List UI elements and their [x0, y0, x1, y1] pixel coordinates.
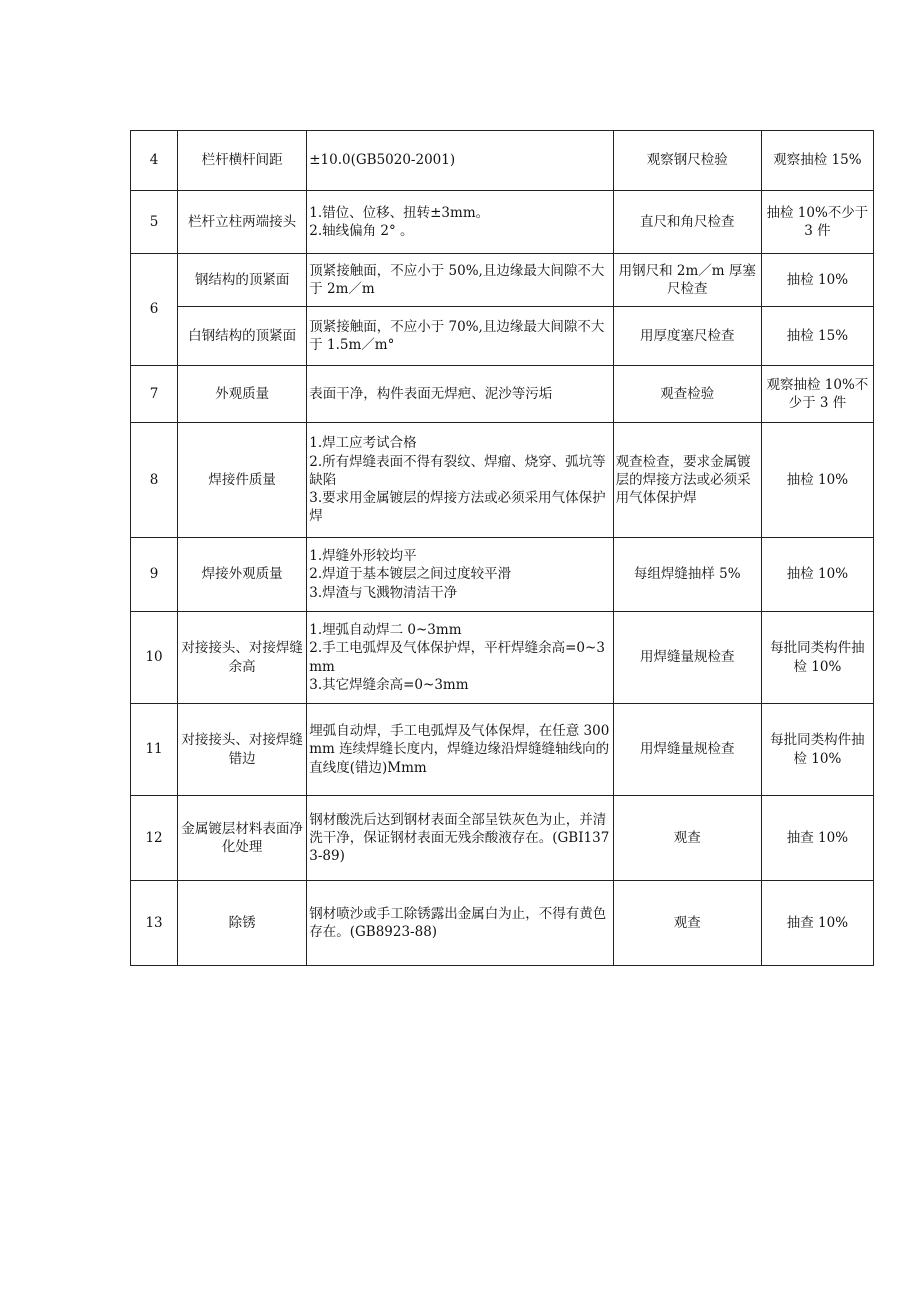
requirement-line: 2.手工电弧焊及气体保护焊，平杆焊缝余高=0~3mm [309, 640, 605, 675]
inspection-quantity: 抽检 15% [761, 307, 873, 366]
inspection-quantity: 每批同类构件抽检 10% [761, 612, 873, 704]
item-name: 白钢结构的顶紧面 [178, 307, 307, 366]
requirement-line: 2.所有焊缝表面不得有裂纹、焊瘤、烧穿、弧坑等缺陷 [309, 453, 606, 488]
table-row [131, 131, 874, 191]
requirement-line: 3.焊渣与飞溅物清洁干净 [309, 584, 458, 601]
row-number: 11 [131, 704, 178, 796]
item-name: 焊接外观质量 [178, 538, 307, 612]
requirement-line: 1.错位、位移、扭转±3mm。 [309, 204, 490, 221]
inspection-method: 观查检查，要求金属镀层的焊接方法或必须采用气体保护焊 [613, 423, 761, 538]
inspection-quantity: 抽检 10% [761, 254, 873, 307]
requirement-line: 1.埋弧自动焊二 0~3mm [309, 622, 462, 639]
inspection-quantity: 抽检 10%不少于 3 件 [761, 191, 873, 254]
item-name: 金属镀层材料表面净化处理 [178, 796, 307, 881]
requirement [307, 881, 613, 966]
row-number: 4 [131, 131, 178, 191]
inspection-method: 每组焊缝抽样 5% [613, 538, 761, 612]
requirement [307, 423, 613, 538]
requirement [307, 307, 613, 366]
inspection-method: 观查 [613, 796, 761, 881]
item-name: 栏杆立柱两端接头 [178, 191, 307, 254]
item-name: 焊接件质量 [178, 423, 307, 538]
table-row [131, 538, 874, 612]
requirement-line: 钢材喷沙或手工除锈露出金属白为止，不得有黄色存在。(GB8923-88) [309, 905, 607, 940]
requirement-line: 2.焊道于基本镀层之间过度较平滑 [309, 566, 512, 583]
table-row [131, 191, 874, 254]
inspection-method: 观察钢尺检验 [613, 131, 761, 191]
requirement-line: 表面干净，构件表面无焊疤、泥沙等污垢 [309, 385, 553, 402]
row-number: 6 [131, 254, 178, 366]
requirement [307, 131, 613, 191]
table-row [131, 881, 874, 966]
item-name: 外观质量 [178, 366, 307, 423]
requirement [307, 366, 613, 423]
row-number: 9 [131, 538, 178, 612]
inspection-method: 观查检验 [613, 366, 761, 423]
inspection-method: 用钢尺和 2m／m 厚塞尺检查 [613, 254, 761, 307]
table-row [131, 704, 874, 796]
inspection-method: 用厚度塞尺检查 [613, 307, 761, 366]
row-number: 10 [131, 612, 178, 704]
inspection-method: 用焊缝量规检查 [613, 704, 761, 796]
requirement-line: 3.其它焊缝余高=0~3mm [309, 676, 469, 693]
inspection-quantity: 抽查 10% [761, 796, 873, 881]
requirement-line: ±10.0(GB5020-2001) [309, 152, 456, 169]
row-number: 5 [131, 191, 178, 254]
inspection-method: 观查 [613, 881, 761, 966]
inspection-table [130, 130, 874, 966]
requirement [307, 796, 613, 881]
item-name: 对接接头、对接焊缝余高 [178, 612, 307, 704]
requirement-line: 埋弧自动焊，手工电弧焊及气体保焊，在任意 300mm 连续焊缝长度内，焊缝边缘沿焊缝缝轴线向的直线度(错边)Mmm [309, 723, 610, 776]
table-row [131, 612, 874, 704]
requirement-line: 顶紧接触面，不应小于 50%,且边缘最大间隙不大于 2m／m [309, 262, 605, 297]
row-number: 7 [131, 366, 178, 423]
requirement [307, 191, 613, 254]
requirement [307, 254, 613, 307]
table-row [131, 796, 874, 881]
table-row [131, 254, 874, 307]
requirement-line: 钢材酸洗后达到钢材表面全部呈铁灰色为止，并清洗干净，保证钢材表面无残余酸液存在。(GBI1373-89) [309, 811, 610, 865]
requirement [307, 704, 613, 796]
row-number: 12 [131, 796, 178, 881]
item-name: 栏杆横杆间距 [178, 131, 307, 191]
item-name: 对接接头、对接焊缝错边 [178, 704, 307, 796]
requirement-line: 3.要求用金属镀层的焊接方法或必须采用气体保护焊 [309, 490, 606, 525]
inspection-quantity: 观察抽检 15% [761, 131, 873, 191]
inspection-quantity: 抽检 10% [761, 423, 873, 538]
table-row [131, 366, 874, 423]
inspection-quantity: 观察抽检 10%不少于 3 件 [761, 366, 873, 423]
requirement-line: 2.轴线偏角 2° 。 [309, 223, 414, 239]
inspection-method: 直尺和角尺检查 [613, 191, 761, 254]
row-number: 8 [131, 423, 178, 538]
requirement-line: 顶紧接触面，不应小于 70%,且边缘最大间隙不大于 1.5m／m° [309, 318, 605, 353]
requirement-line: 1.焊工应考试合格 [309, 435, 417, 452]
table-row [131, 423, 874, 538]
table-row [131, 307, 874, 366]
inspection-method: 用焊缝量规检查 [613, 612, 761, 704]
item-name: 钢结构的顶紧面 [178, 254, 307, 307]
requirement [307, 612, 613, 704]
item-name: 除锈 [178, 881, 307, 966]
requirement [307, 538, 613, 612]
requirement-line: 1.焊缝外形较均平 [309, 548, 417, 565]
inspection-quantity: 抽检 10% [761, 538, 873, 612]
inspection-quantity: 每批同类构件抽检 10% [761, 704, 873, 796]
row-number: 13 [131, 881, 178, 966]
inspection-quantity: 抽查 10% [761, 881, 873, 966]
